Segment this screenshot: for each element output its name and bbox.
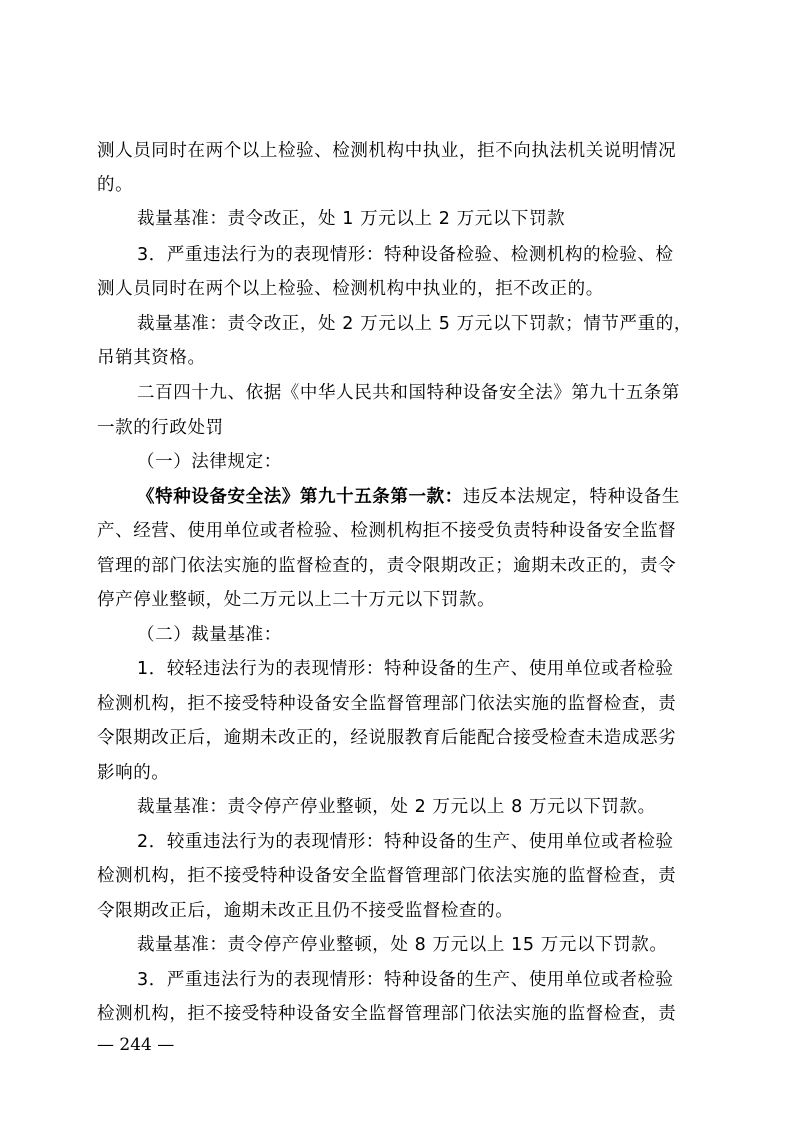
paragraph-line: 令限期改正后，逾期未改正且仍不接受监督检查的。 bbox=[97, 901, 514, 921]
paragraph-line: 停产停业整顿，处二万元以上二十万元以下罚款。 bbox=[97, 590, 496, 610]
section-heading-line: 一款的行政处罚 bbox=[97, 418, 224, 438]
paragraph-line: 测人员同时在两个以上检验、检测机构中执业的，拒不改正的。 bbox=[97, 279, 604, 299]
subsection-heading: （一）法律规定： bbox=[137, 452, 282, 472]
paragraph-line: 检测机构，拒不接受特种设备安全监督管理部门依法实施的监督检查，责 bbox=[97, 1004, 677, 1024]
paragraph-line: 管理的部门依法实施的监督检查的，责令限期改正；逾期未改正的，责令 bbox=[97, 556, 677, 576]
discretion-standard-line: 裁量基准：责令停产停业整顿，处 8 万元以上 15 万元以下罚款。 bbox=[137, 935, 668, 955]
paragraph-line: 影响的。 bbox=[97, 763, 170, 783]
paragraph-line: 令限期改正后，逾期未改正的，经说服教育后能配合接受检查未造成恶劣 bbox=[97, 728, 677, 748]
paragraph-line: 吊销其资格。 bbox=[97, 348, 206, 368]
paragraph-line: 3．严重违法行为的表现情形：特种设备检验、检测机构的检验、检 bbox=[137, 245, 674, 265]
page-number: — 244 — bbox=[97, 1035, 175, 1055]
paragraph-line: 检测机构，拒不接受特种设备安全监督管理部门依法实施的监督检查，责 bbox=[97, 866, 677, 886]
paragraph-line: 1．较轻违法行为的表现情形：特种设备的生产、使用单位或者检验 bbox=[137, 659, 674, 679]
paragraph-line: 测人员同时在两个以上检验、检测机构中执业，拒不向执法机关说明情况 bbox=[97, 141, 677, 161]
discretion-standard-line: 裁量基准：责令改正，处 1 万元以上 2 万元以下罚款 bbox=[137, 209, 566, 229]
paragraph-line: 检测机构，拒不接受特种设备安全监督管理部门依法实施的监督检查，责 bbox=[97, 694, 677, 714]
paragraph-line: 3．严重违法行为的表现情形：特种设备的生产、使用单位或者检验 bbox=[137, 970, 674, 990]
paragraph-line: 产、经营、使用单位或者检验、检测机构拒不接受负责特种设备安全监督 bbox=[97, 521, 677, 541]
statute-citation: 《特种设备安全法》第九十五条第一款： bbox=[137, 487, 463, 507]
section-heading-line: 二百四十九、依据《中华人民共和国特种设备安全法》第九十五条第 bbox=[137, 383, 680, 403]
subsection-heading: （二）裁量基准： bbox=[137, 625, 282, 645]
paragraph-line: 的。 bbox=[97, 175, 134, 195]
discretion-standard-line: 裁量基准：责令停产停业整顿，处 2 万元以上 8 万元以下罚款。 bbox=[137, 797, 656, 817]
paragraph-line: 2．较重违法行为的表现情形：特种设备的生产、使用单位或者检验 bbox=[137, 832, 674, 852]
discretion-standard-line: 裁量基准：责令改正，处 2 万元以上 5 万元以下罚款；情节严重的， bbox=[137, 314, 692, 334]
statute-text: 违反本法规定，特种设备生 bbox=[462, 487, 681, 507]
legal-provision-line bbox=[137, 480, 697, 514]
